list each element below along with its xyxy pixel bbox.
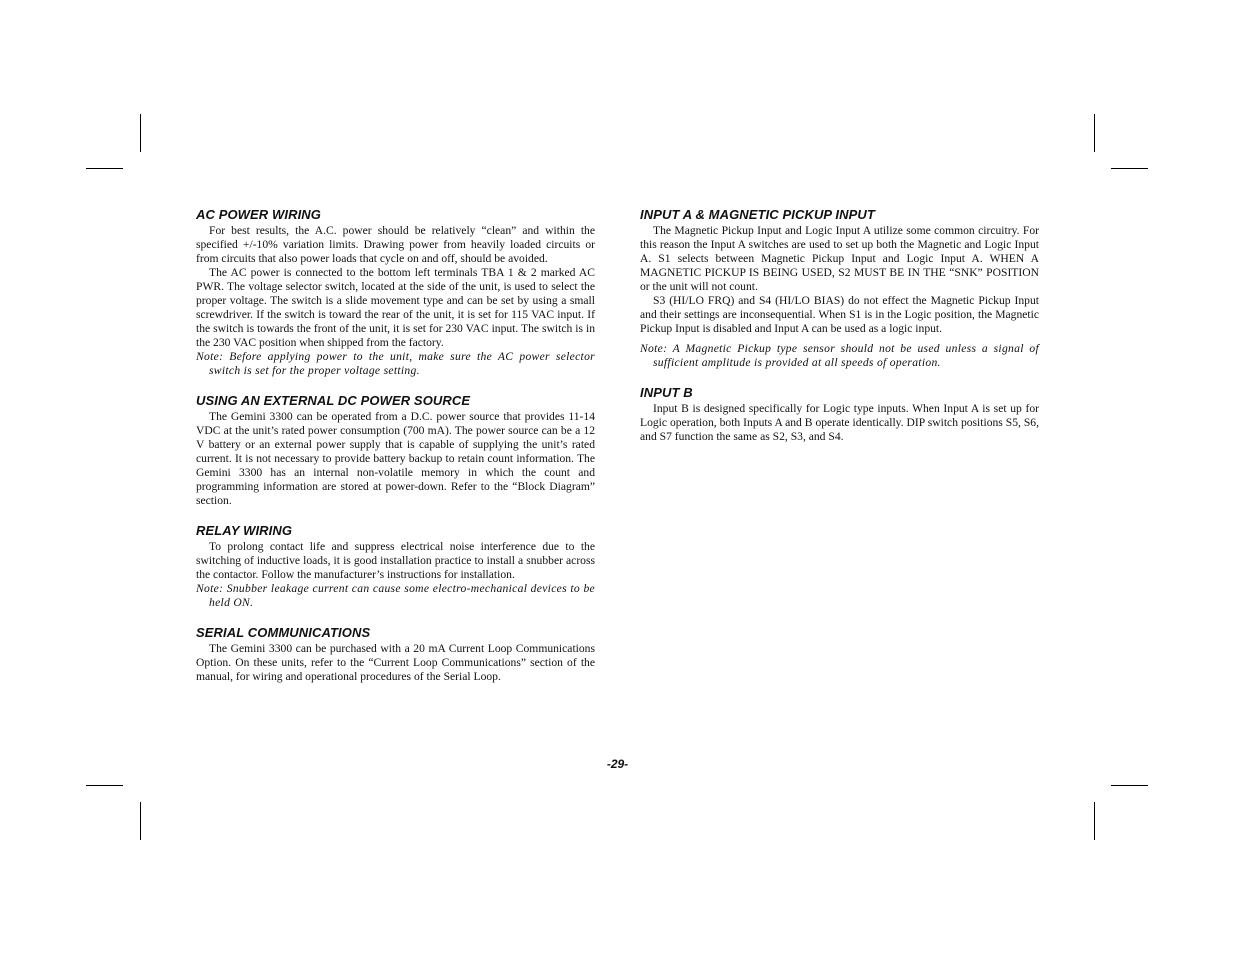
paragraph: S3 (HI/LO FRQ) and S4 (HI/LO BIAS) do not effect the Magnetic Pickup Input and their settings are inconsequential. When S1 is in the Logic position, the Magnetic Pickup Input is disabled and Input A can be used as a logic input. [640, 294, 1039, 335]
page-number: -29- [606, 757, 629, 771]
crop-mark-bottom-left-horizontal [86, 785, 123, 786]
section-ac-power-wiring [196, 207, 595, 378]
section-heading: AC POWER WIRING [196, 207, 321, 222]
crop-mark-top-left-horizontal [86, 168, 123, 169]
left-column [196, 207, 595, 699]
section-heading: INPUT B [640, 385, 693, 400]
note: Note: Before applying power to the unit, make sure the AC power selector switch is set for the proper voltage setting. [196, 350, 595, 377]
section-heading: RELAY WIRING [196, 523, 293, 538]
crop-mark-bottom-right-horizontal [1111, 785, 1148, 786]
paragraph: The Magnetic Pickup Input and Logic Input A utilize some common circuitry. For this reason the Input A switches are used to set up both the Magnetic and Logic Input A. S1 selects between Magnetic Pickup Input and Logic Input A. WHEN A MAGNETIC PICKUP IS BEING USED, S2 MUST BE IN THE “SNK” POSITION or the unit will not count. [640, 224, 1039, 293]
crop-mark-bottom-left-vertical [140, 802, 141, 840]
section-input-a-magnetic-pickup [640, 207, 1039, 370]
section-heading: INPUT A & MAGNETIC PICKUP INPUT [640, 207, 875, 222]
paragraph: The Gemini 3300 can be purchased with a 20 mA Current Loop Communications Option. On these units, refer to the “Current Loop Communications” section of the manual, for wiring and operational procedures of the Serial Loop. [196, 642, 595, 683]
paragraph: To prolong contact life and suppress electrical noise interference due to the switching of inductive loads, it is good installation practice to install a snubber across the contactor. Follow the manufacturer’s instructions for installation. [196, 540, 595, 581]
paragraph: The Gemini 3300 can be operated from a D.C. power source that provides 11-14 VDC at the unit’s rated power consumption (700 mA). The power source can be a 12 V battery or an external power supply that is capable of supplying the unit’s rated current. It is not necessary to provide battery backup to retain count information. The Gemini 3300 has an internal non-volatile memory in which the count and programming information are stored at power-down. Refer to the “Block Diagram” section. [196, 410, 595, 507]
paragraph: The AC power is connected to the bottom left terminals TBA 1 & 2 marked AC PWR. The voltage selector switch, located at the side of the unit, is used to select the proper voltage. The switch is a slide movement type and can be set by using a small screwdriver. If the switch is toward the rear of the unit, it is set for 115 VAC input. If the switch is towards the front of the unit, it is set for 230 VAC input. The switch is in the 230 VAC position when shipped from the factory. [196, 266, 595, 349]
right-column [640, 207, 1039, 459]
note: Note: A Magnetic Pickup type sensor should not be used unless a signal of sufficient amplitude is provided at all speeds of operation. [640, 342, 1039, 369]
section-relay-wiring [196, 523, 595, 610]
crop-mark-top-left-vertical [140, 114, 141, 152]
crop-mark-top-right-horizontal [1111, 168, 1148, 169]
section-external-dc-power [196, 393, 595, 508]
crop-mark-top-right-vertical [1094, 114, 1095, 152]
note: Note: Snubber leakage current can cause some electro-mechanical devices to be held ON. [196, 582, 595, 609]
section-input-b [640, 385, 1039, 444]
section-heading: SERIAL COMMUNICATIONS [196, 625, 371, 640]
section-serial-communications [196, 625, 595, 684]
section-heading: USING AN EXTERNAL DC POWER SOURCE [196, 393, 471, 408]
paragraph: For best results, the A.C. power should be relatively “clean” and within the specified +/-10% variation limits. Drawing power from heavily loaded circuits or from circuits that also power loads that cycle on and off, should be avoided. [196, 224, 595, 265]
paragraph: Input B is designed specifically for Logic type inputs. When Input A is set up for Logic operation, both Inputs A and B operate identically. DIP switch positions S5, S6, and S7 function the same as S2, S3, and S4. [640, 402, 1039, 443]
crop-mark-bottom-right-vertical [1094, 802, 1095, 840]
